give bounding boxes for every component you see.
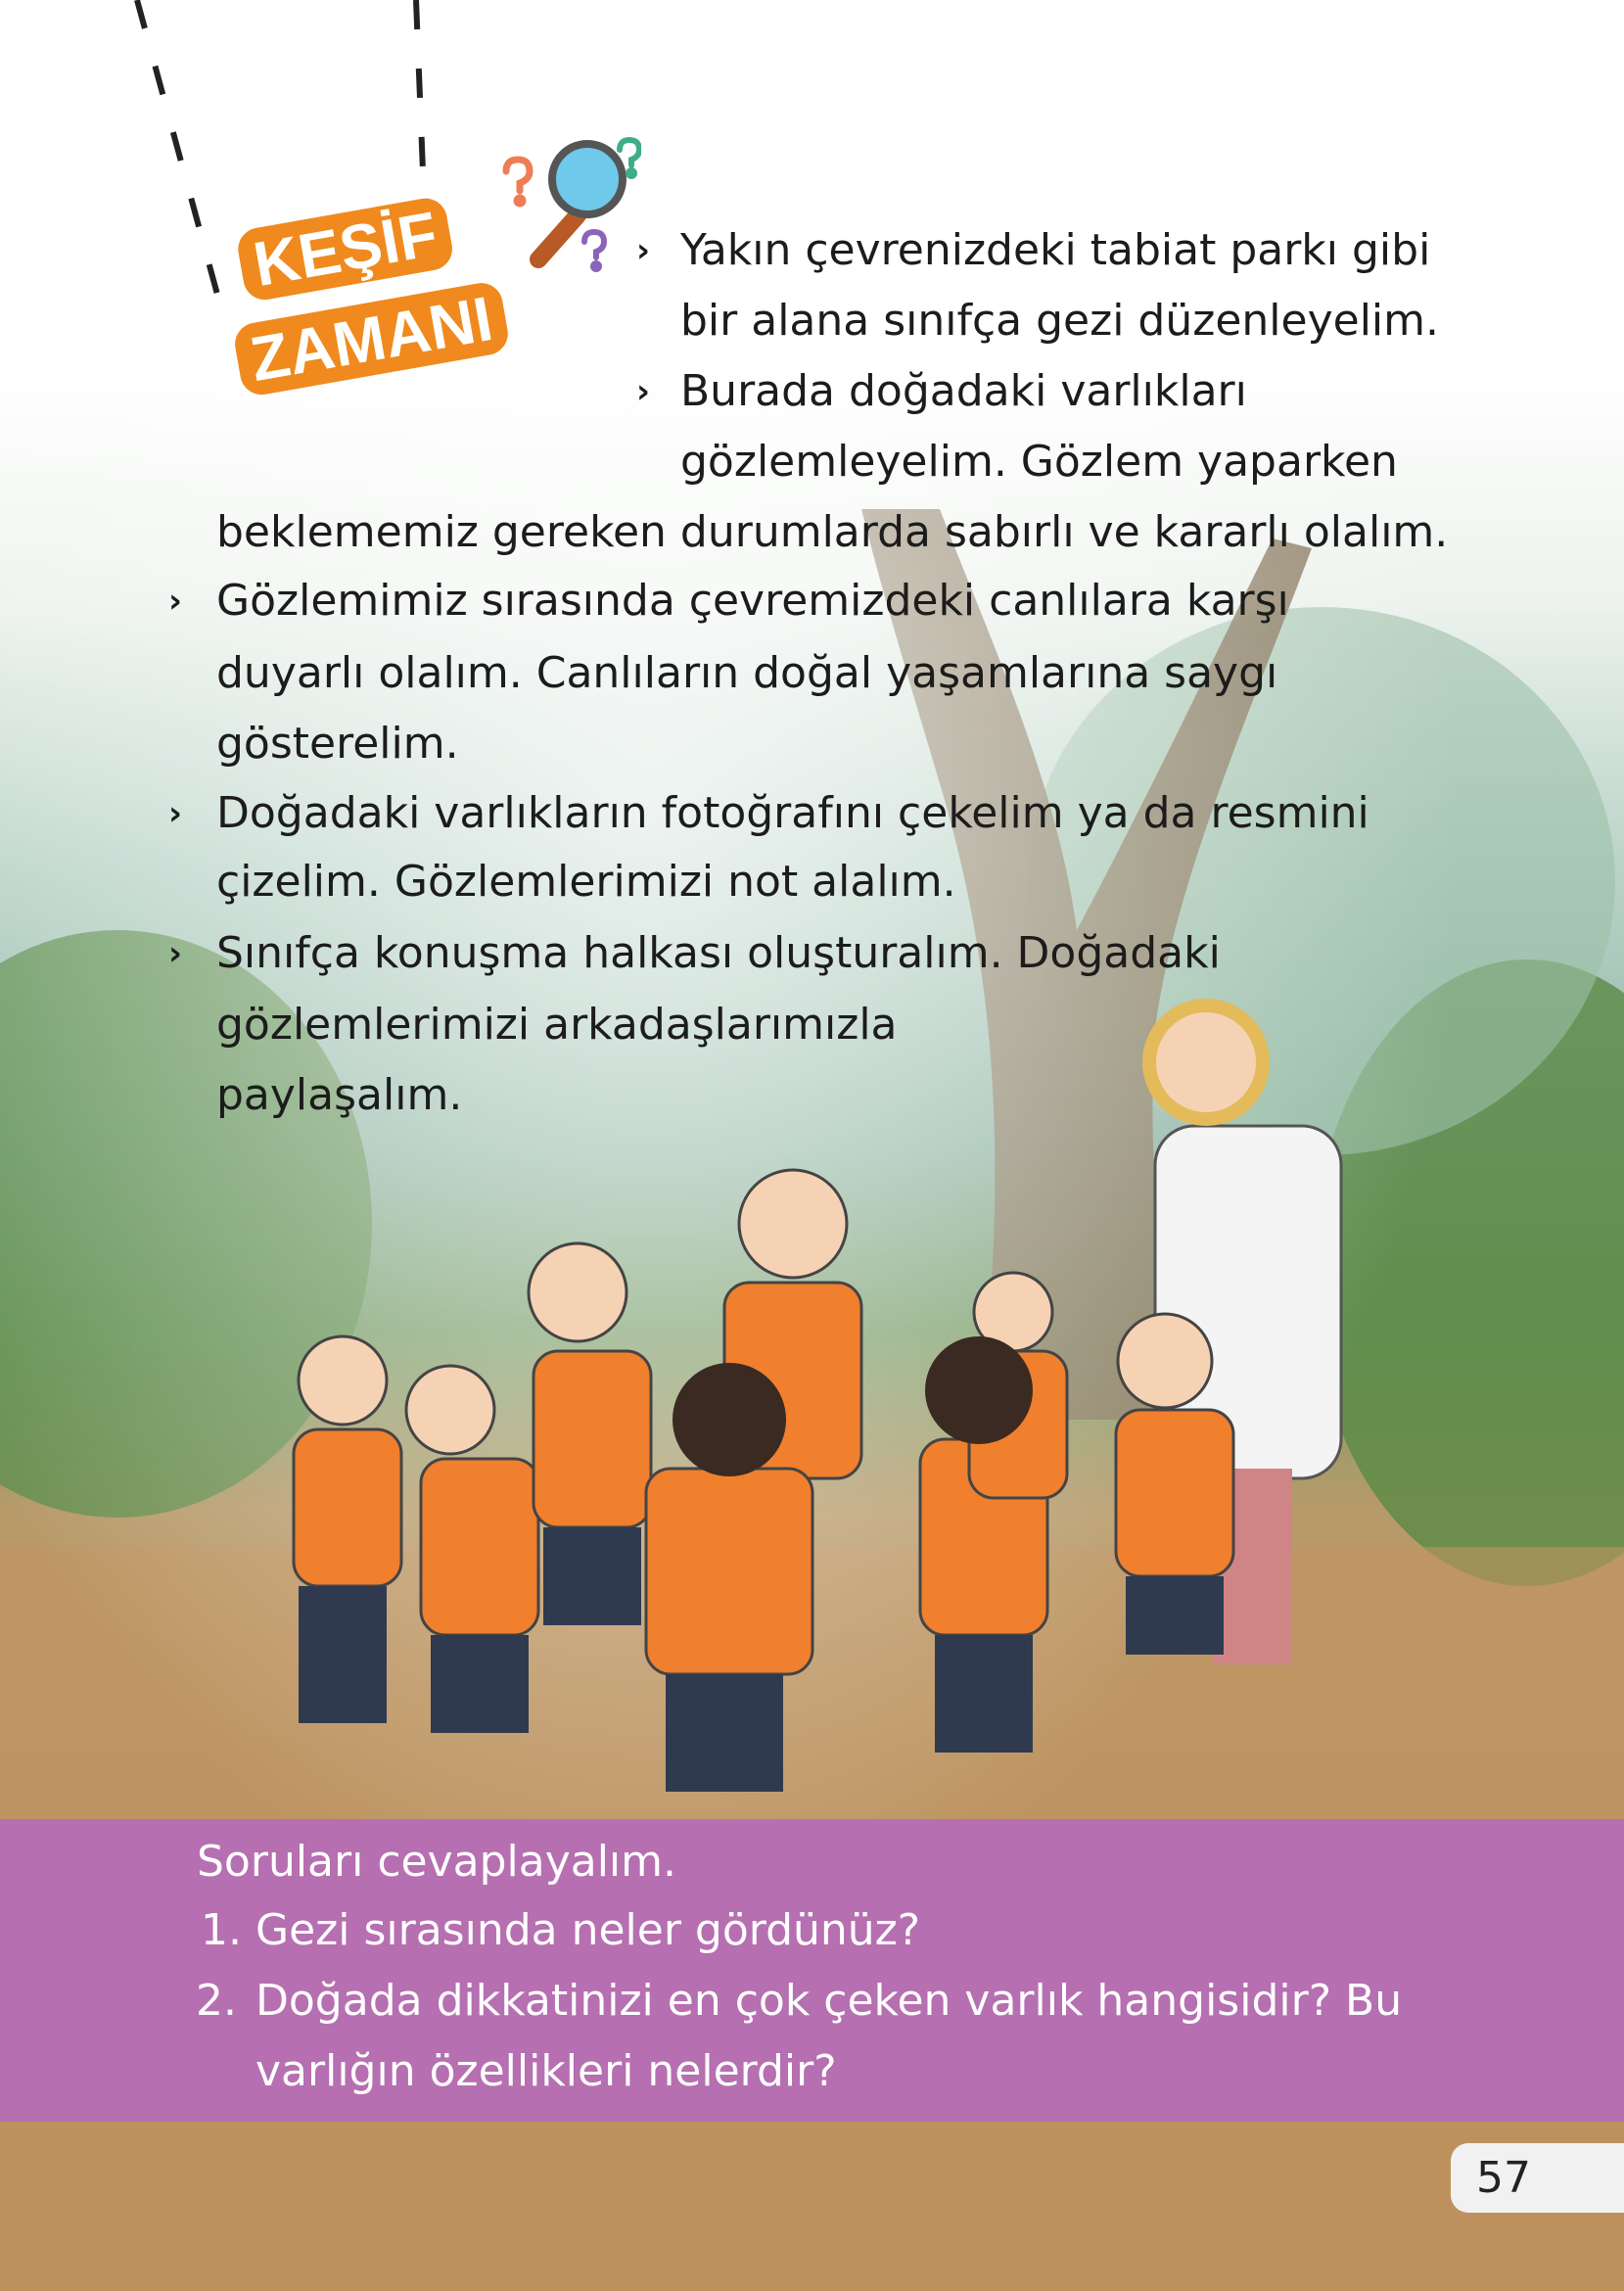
bullet-4-line-2: çizelim. Gözlemlerimizi not alalım. [216, 857, 956, 907]
bullet-icon: › [636, 372, 651, 411]
question-1-text: Gezi sırasında neler gördünüz? [255, 1905, 921, 1955]
question-1-number: 1. [201, 1905, 242, 1955]
bullet-icon: › [636, 231, 651, 270]
question-2-text-line-1: Doğada dikkatinizi en çok çeken varlık hangisidir? Bu [255, 1976, 1403, 2026]
bullet-2-line-2: gözlemleyelim. Gözlem yaparken [680, 437, 1398, 487]
question-mark-purple-icon [584, 232, 604, 269]
bullet-5-line-3: paylaşalım. [216, 1070, 463, 1120]
bullet-3-line-2: duyarlı olalım. Canlıların doğal yaşamlarına saygı [216, 648, 1278, 698]
bullet-3-line-3: gösterelim. [216, 719, 459, 769]
bullet-4-line-1: Doğadaki varlıkların fotoğrafını çekelim ya da resmini [216, 788, 1369, 838]
logo-line-2: ZAMANI [232, 280, 511, 398]
question-mark-orange-icon [506, 160, 530, 204]
bullet-3-line-1: Gözlemimiz sırasında çevremizdeki canlılara karşı [216, 576, 1289, 626]
bullet-icon: › [168, 582, 183, 621]
magnifying-glass-icon [494, 132, 641, 279]
bullet-2-line-1: Burada doğadaki varlıkları [680, 366, 1247, 416]
bullet-icon: › [168, 934, 183, 973]
bullet-2-line-3: beklememiz gereken durumlarda sabırlı ve kararlı olalım. [216, 507, 1449, 557]
question-2-number: 2. [196, 1976, 237, 2026]
bullet-icon: › [168, 794, 183, 833]
question-2-text-line-2: varlığın özellikleri nelerdir? [255, 2046, 837, 2096]
bullet-5-line-1: Sınıfça konuşma halkası oluşturalım. Doğadaki [216, 928, 1221, 978]
questions-title: Soruları cevaplayalım. [197, 1837, 676, 1887]
page-number: 57 [1476, 2153, 1531, 2203]
page-number-tab [1451, 2143, 1624, 2213]
bullet-1-line-2: bir alana sınıfça gezi düzenleyelim. [680, 296, 1439, 346]
bullet-1-line-1: Yakın çevrenizdeki tabiat parkı gibi [680, 225, 1431, 275]
bullet-5-line-2: gözlemlerimizi arkadaşlarımızla [216, 1000, 898, 1050]
logo-line-1: KEŞİF [235, 195, 456, 303]
